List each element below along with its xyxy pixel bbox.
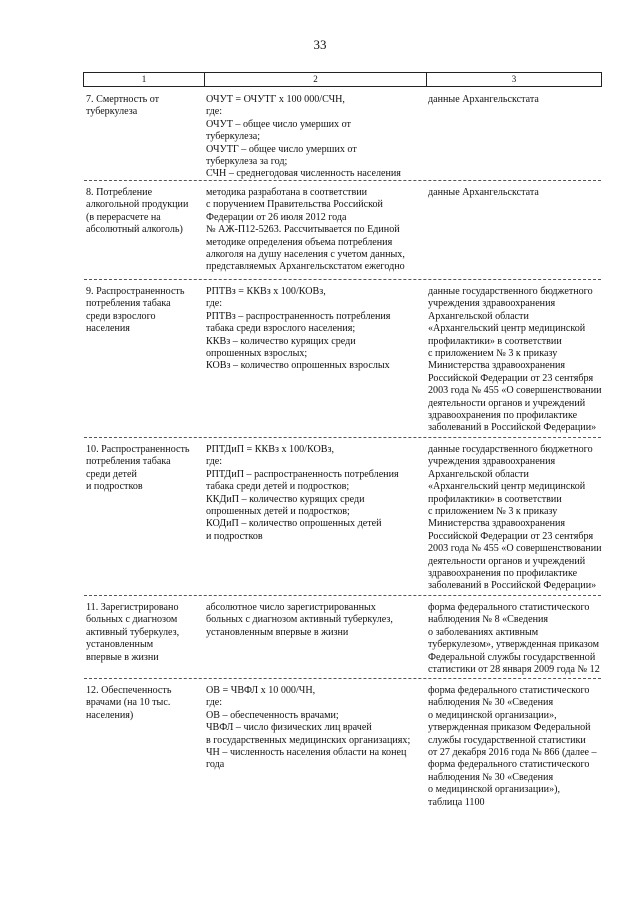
- indicator-cell: 7. Смертность от туберкулеза: [86, 94, 160, 118]
- row-divider: [84, 678, 601, 679]
- indicator-cell: 12. Обеспеченность врачами (на 10 тыс. населения): [86, 685, 172, 721]
- source-cell: данные государственного бюджетного учреждения здравоохранения Архангельской области «Архангельский центр медицинской профилактики» в соответствии с приложением № 3 к приказу Министерства здравоохранения Российской Федерации от 23 сентября 2003 года № 455 «О совершенствовании деятельности органов и учреждений здравоохранения по профилактике заболеваний в Российской Федерации»: [428, 444, 602, 592]
- method-cell: методика разработана в соответствии с поручением Правительства Российской Федерации от 26 июля 2012 года № АЖ-П12-5263. Рассчитывается по Единой методике определения объема потребления алкоголя на душу населения с учетом данных, представляемых Архангельскстатом ежегодно: [206, 187, 405, 273]
- page-number: 33: [313, 37, 327, 52]
- method-cell: ОВ = ЧВФЛ х 10 000/ЧН, где: ОВ – обеспеченность врачами; ЧВФЛ – число физических лиц врачей в государственных медицинских организациях; ЧН – численность населения области на конец года: [206, 685, 411, 771]
- indicator-cell: 8. Потребление алкогольной продукции (в перерасчете на абсолютный алкоголь): [86, 187, 189, 236]
- source-cell: данные Архангельскстата: [428, 187, 539, 198]
- source-cell: данные государственного бюджетного учреждения здравоохранения Архангельской области «Архангельский центр медицинской профилактики» в соответствии с приложением № 3 к приказу Министерства здравоохранения Российской Федерации от 23 сентября 2003 года № 455 «О совершенствовании деятельности органов и учреждений здравоохранения по профилактике заболеваний в Российской Федерации»: [428, 286, 602, 434]
- column-number-1: 1: [141, 74, 147, 84]
- column-number-3: 3: [511, 74, 517, 84]
- indicator-cell: 9. Распространенность потребления табака среди взрослого населения: [86, 286, 185, 335]
- row-divider: [84, 279, 601, 280]
- source-cell: форма федерального статистического наблюдения № 8 «Сведения о заболеваниях активным туберкулезом», утвержденная приказом Федеральной службы государственной статистики от 28 января 2009 года № 12: [428, 602, 600, 676]
- method-cell: ОЧУТ = ОЧУТГ х 100 000/СЧН, где: ОЧУТ – общее число умерших от туберкулеза; ОЧУТГ – общее число умерших от туберкулеза за год; СЧН – среднегодовая численность населения: [206, 94, 401, 180]
- row-divider: [84, 180, 601, 181]
- column-number-2: 2: [313, 74, 318, 84]
- method-cell: абсолютное число зарегистрированных больных с диагнозом активный туберкулез, установленным впервые в жизни: [206, 602, 393, 638]
- row-divider: [84, 595, 601, 596]
- method-cell: РПТВз = ККВз х 100/КОВз, где: РПТВз – распространенность потребления табака среди взрослого населения; ККВз – количество курящих среди опрошенных взрослых; КОВз – количество опрошенных взрослых: [206, 286, 391, 372]
- indicator-cell: 10. Распространенность потребления табака среди детей и подростков: [86, 444, 190, 493]
- source-cell: данные Архангельскстата: [428, 94, 539, 105]
- row-divider: [84, 437, 601, 438]
- indicator-cell: 11. Зарегистрировано больных с диагнозом активный туберкулез, установленным впервые в жизни: [86, 602, 180, 663]
- method-cell: РПТДиП = ККВз х 100/КОВз, где: РПТДиП – распространенность потребления табака среди детей и подростков; ККДиП – количество курящих среди опрошенных детей и подростков; КОДиП – количество опрошенных детей и подростков: [206, 444, 399, 542]
- column-number-header: [83, 72, 602, 87]
- source-cell: форма федерального статистического наблюдения № 30 «Сведения о медицинской организации», утвержденная приказом Федеральной службы государственной статистики от 27 декабря 2016 года № 866 (далее – форма федерального статистического наблюдения № 30 «Сведения о медицинской организации»), таблица 1100: [428, 685, 597, 808]
